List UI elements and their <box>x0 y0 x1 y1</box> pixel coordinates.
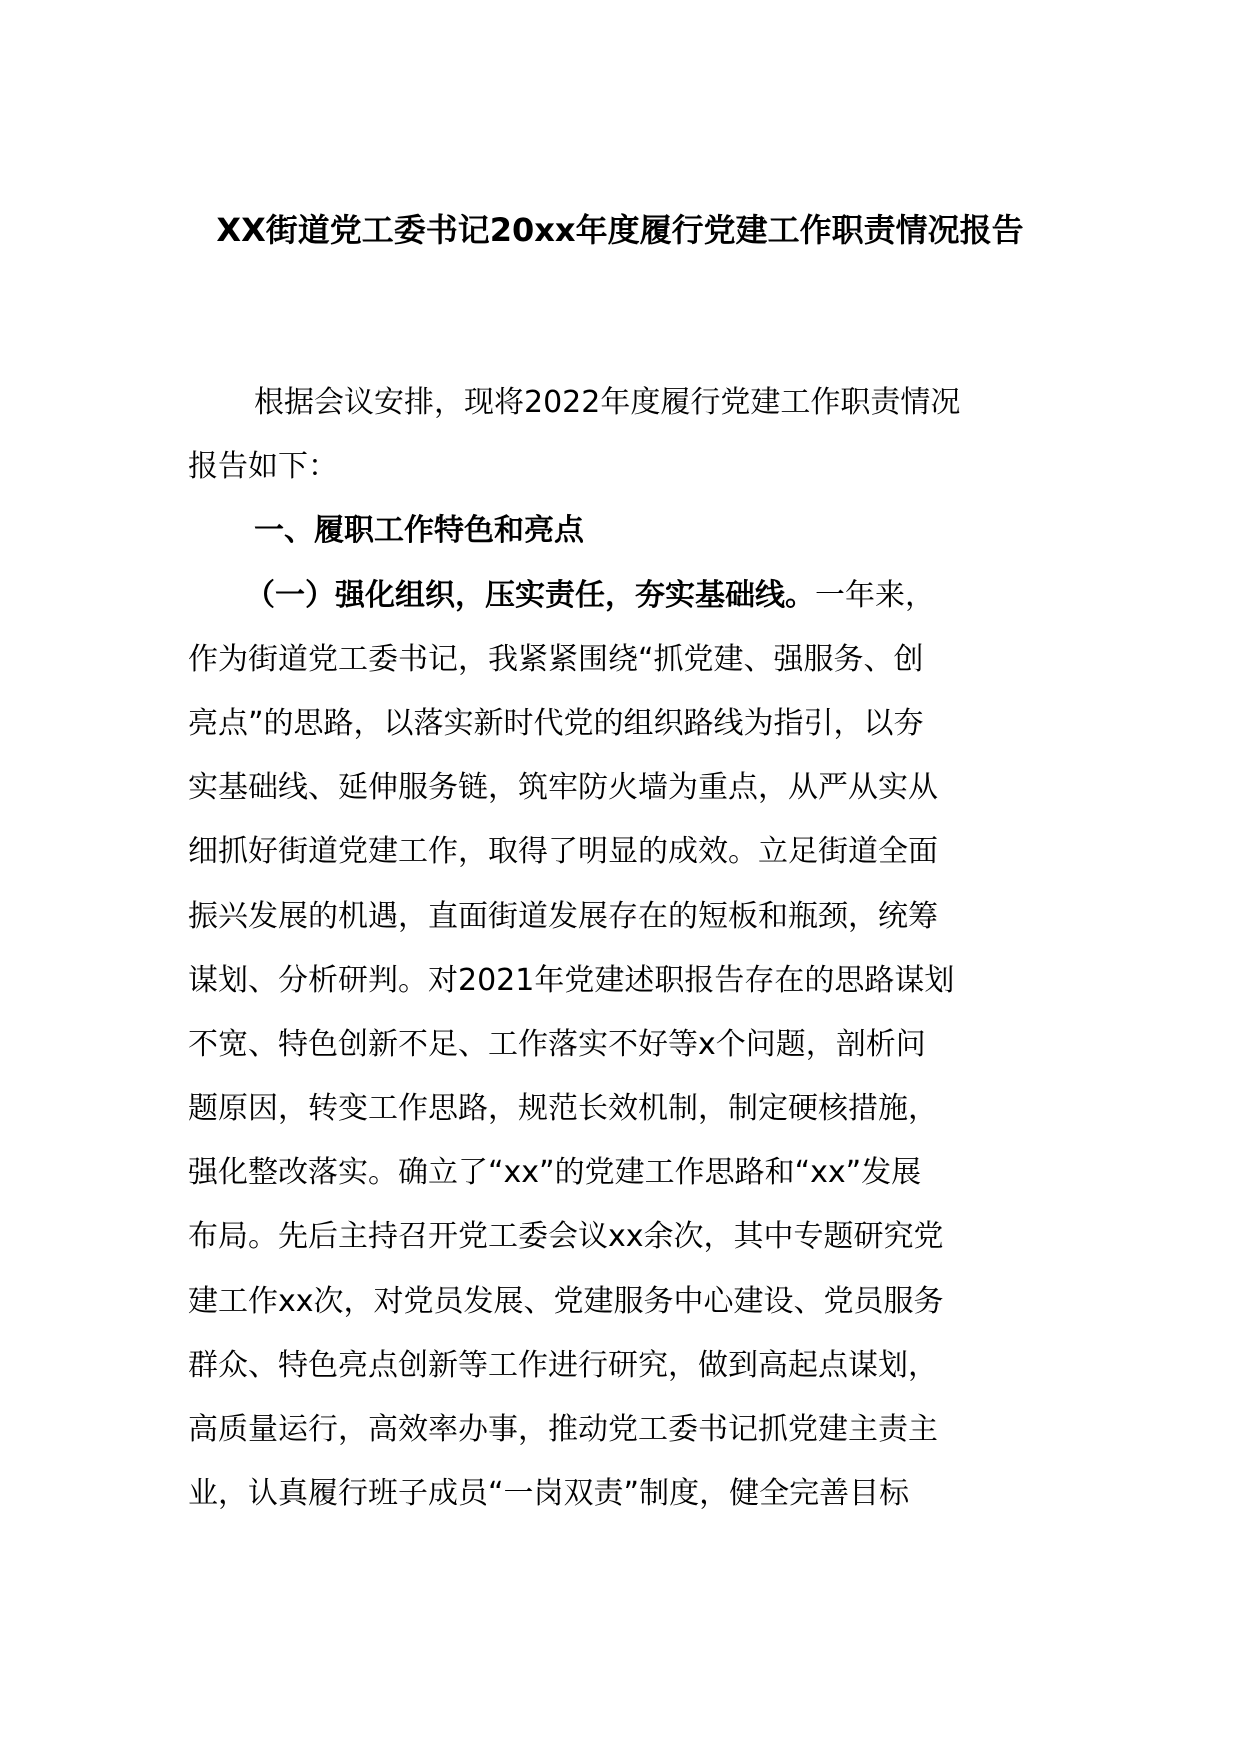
body-line: 谋划、分析研判。对2021年党建述职报告存在的思路谋划 <box>188 962 955 998</box>
document-body <box>188 371 1058 1526</box>
body-line: 不宽、特色创新不足、工作落实不好等x个问题，剖析问 <box>188 1026 926 1062</box>
subsection-first-line <box>188 564 1058 628</box>
body-line: 题原因，转变工作思路，规范长效机制，制定硬核措施， <box>188 1091 938 1127</box>
section-heading-1: 一、履职工作特色和亮点 <box>254 513 584 549</box>
body-line: 高质量运行，高效率办事，推动党工委书记抓党建主责主 <box>188 1412 938 1447</box>
body-line: 振兴发展的机遇，直面街道发展存在的短板和瓶颈，统筹 <box>188 898 938 934</box>
document-title: XX街道党工委书记20xx年度履行党建工作职责情况报告 <box>216 211 1024 249</box>
subsection-heading-1: （一）强化组织，压实责任，夯实基础线。 <box>245 577 815 613</box>
body-line: 群众、特色亮点创新等工作进行研究，做到高起点谋划， <box>188 1347 938 1383</box>
body-line: 建工作xx次，对党员发展、党建服务中心建设、党员服务 <box>188 1283 944 1319</box>
paragraph-intro-line-1: 根据会议安排，现将2022年度履行党建工作职责情况 <box>254 385 961 420</box>
body-line: 细抓好街道党建工作，取得了明显的成效。立足街道全面 <box>188 834 938 870</box>
paragraph-intro-line-2: 报告如下： <box>188 449 338 485</box>
body-line: 强化整改落实。确立了“xx”的党建工作思路和“xx”发展 <box>188 1155 922 1191</box>
body-line: 业，认真履行班子成员“一岗双责”制度，健全完善目标 <box>188 1476 910 1512</box>
body-line: 亮点”的思路，以落实新时代党的组织路线为指引，以夯 <box>188 705 924 741</box>
subsection-first-line-text: 一年来， <box>815 577 935 613</box>
body-line: 作为街道党工委书记，我紧紧围绕“抓党建、强服务、创 <box>188 641 924 677</box>
body-line: 布局。先后主持召开党工委会议xx余次，其中专题研究党 <box>188 1219 944 1255</box>
body-line: 实基础线、延伸服务链，筑牢防火墙为重点，从严从实从 <box>188 770 938 806</box>
